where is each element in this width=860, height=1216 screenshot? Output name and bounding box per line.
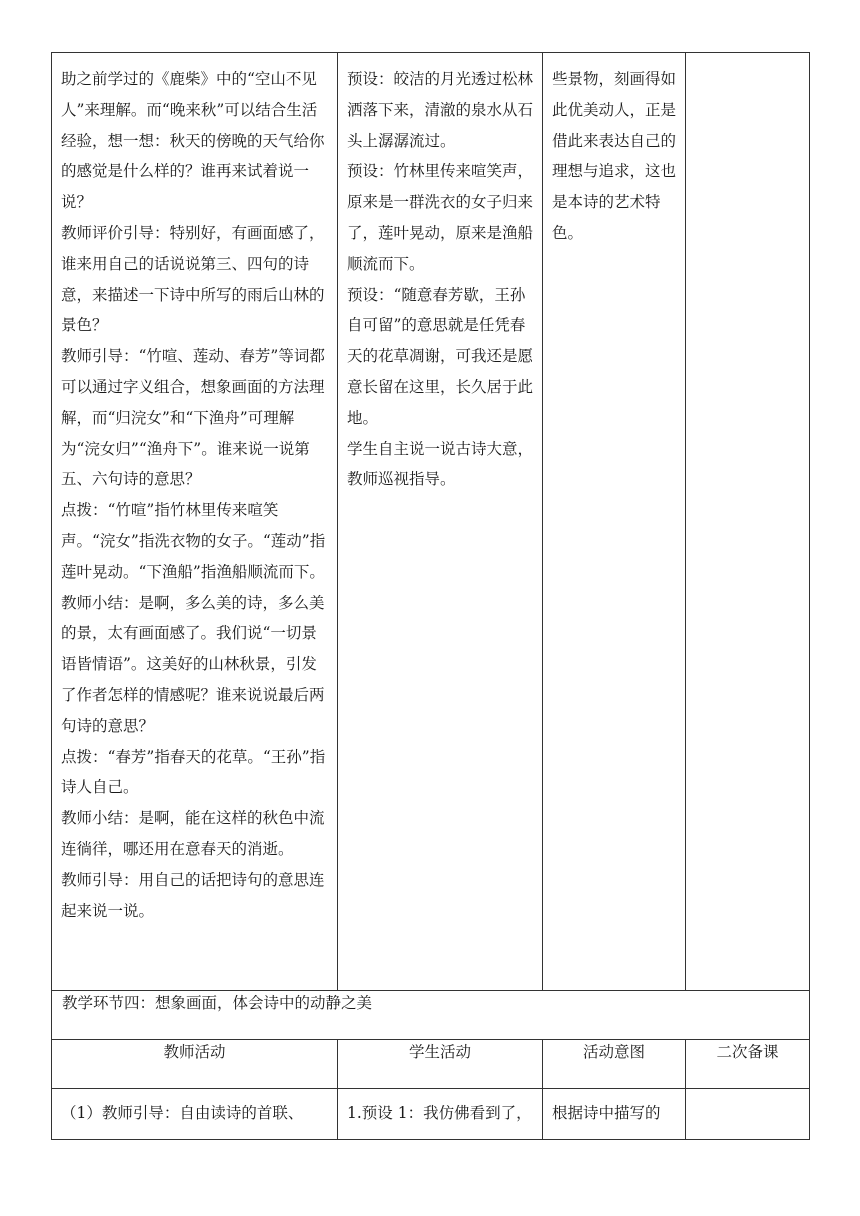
column-header-prep: 二次备课 <box>686 1040 810 1089</box>
intent-cell: 根据诗中描写的 <box>543 1089 686 1140</box>
paragraph: 学生自主说一说古诗大意，教师巡视指导。 <box>347 439 534 489</box>
paragraph: 教师引导：“竹喧、莲动、春芳”等词都可以通过字义组合，想象画面的方法理解，而“归浣女”和“下渔舟”可理解为“浣女归”“渔舟下”。谁来说一说第五、六句诗的意思？ <box>61 347 325 489</box>
teacher-activity-cell: （1）教师引导：自由读诗的首联、 <box>52 1089 338 1140</box>
teacher-activity-cell <box>52 53 338 991</box>
paragraph: 教师小结：是啊，能在这样的秋色中流连徜徉，哪还用在意春天的消逝。 <box>61 809 325 858</box>
paragraph: 助之前学过的《鹿柴》中的“空山不见人”来理解。而“晚来秋”可以结合生活经验，想一想：秋天的傍晚的天气给你的感觉是什么样的？谁再来试着说一说？ <box>61 70 325 212</box>
column-header-student: 学生活动 <box>338 1040 543 1089</box>
paragraph: 点拨：“竹喧”指竹林里传来喧笑声。“浣女”指洗衣物的女子。“莲动”指莲叶晃动。“下渔船”指渔船顺流而下。 <box>61 501 326 581</box>
paragraph: 教师引导：用自己的话把诗句的意思连起来说一说。 <box>61 870 325 920</box>
table-row <box>52 1089 810 1140</box>
paragraph: 预设：“随意春芳歇，王孙自可留”的意思就是任凭春天的花草凋谢，可我还是愿意长留在这里，长久居于此地。 <box>347 285 534 427</box>
paragraph: 教师评价引导：特别好，有画面感了，谁来用自己的话说说第三、四句的诗意，来描述一下诗中所写的雨后山林的景色？ <box>61 223 325 335</box>
student-activity-cell <box>338 53 543 991</box>
second-prep-cell <box>686 1089 810 1140</box>
column-header-intent: 活动意图 <box>543 1040 686 1089</box>
paragraph: 预设：皎洁的月光透过松林洒落下来，清澈的泉水从石头上潺潺流过。 <box>347 70 534 150</box>
table-row <box>52 53 810 991</box>
intent-cell <box>543 53 686 991</box>
paragraph: 教师小结：是啊，多么美的诗，多么美的景，太有画面感了。我们说“一切景语皆情语”。这美好的山林秋景，引发了作者怎样的情感呢？谁来说说最后两句诗的意思？ <box>61 593 325 735</box>
student-activity-cell: 1.预设 1：我仿佛看到了， <box>338 1089 543 1140</box>
section-title: 教学环节四：想象画面，体会诗中的动静之美 <box>62 994 373 1012</box>
section-title-cell <box>52 991 810 1040</box>
paragraph: 预设：竹林里传来喧笑声，原来是一群洗衣的女子归来了，莲叶晃动，原来是渔船顺流而下。 <box>347 162 534 273</box>
lesson-plan-table <box>51 52 810 1140</box>
table-row <box>52 991 810 1040</box>
column-header-teacher: 教师活动 <box>52 1040 338 1089</box>
second-prep-cell <box>686 53 810 991</box>
paragraph: 点拨：“春芳”指春天的花草。“王孙”指诗人自己。 <box>61 747 326 797</box>
paragraph: 些景物，刻画得如此优美动人，正是借此来表达自己的理想与追求，这也是本诗的艺术特色。 <box>552 70 677 242</box>
table-header-row <box>52 1040 810 1089</box>
